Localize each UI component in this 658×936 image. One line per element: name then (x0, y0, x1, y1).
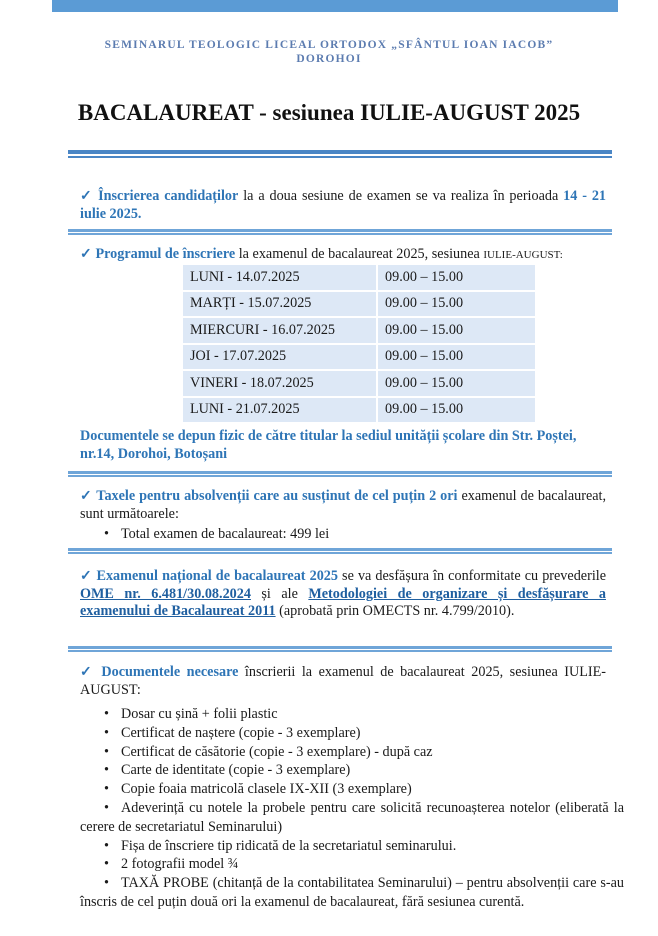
schedule-time: 09.00 – 15.00 (378, 292, 535, 319)
list-item: • Copie foaia matricolă clasele IX-XII (3 exemplare) (80, 780, 624, 799)
check-icon: ✓ (80, 488, 93, 504)
table-row (183, 371, 535, 398)
schedule-table (183, 265, 535, 424)
ome-link[interactable]: OME nr. 6.481/30.08.2024 (80, 585, 251, 602)
list-item: • Fișa de înscriere tip ridicată de la secretariatul seminarului. (80, 837, 624, 856)
divider (68, 471, 612, 477)
table-row (183, 292, 535, 319)
table-row (183, 318, 535, 345)
school-name (40, 38, 618, 66)
submission-note: Documentele se depun fizic de către titular la sediul unității școlare din Str. Poștei, nr.14, Dorohoi, Botoșani (80, 428, 577, 462)
list-item: • 2 fotografii model ¾ (80, 855, 624, 874)
check-icon: ✓ (80, 568, 93, 584)
documents-list (80, 705, 624, 912)
schedule-day: MARȚI - 15.07.2025 (183, 292, 378, 319)
list-item: • Certificat de naștere (copie - 3 exemplare) (80, 724, 624, 743)
table-row (183, 265, 535, 292)
list-item: • TAXĂ PROBE (chitanță de la contabilitatea Seminarului) – pentru absolvenții care s-au înscris de cel puțin două ori la examenul de bacalaureat, fără sesiunea curentă. (80, 874, 624, 912)
table-row (183, 398, 535, 425)
school-name-line: SEMINARUL TEOLOGIC LICEAL ORTODOX „SFÂNTUL IOAN IACOB” (104, 39, 554, 51)
top-accent-bar (52, 0, 618, 12)
schedule-time: 09.00 – 15.00 (378, 318, 535, 345)
schedule-intro: ✓ Programul de înscriere la examenul de bacalaureat 2025, sesiunea IULIE-AUGUST: (80, 246, 563, 262)
fees-section: ✓ Taxele pentru absolvenții care au susținut de cel puțin 2 ori examenul de bacalaureat, sunt următoarele: (80, 488, 607, 522)
divider (68, 150, 612, 158)
list-item: • Dosar cu șină + folii plastic (80, 705, 624, 724)
table-row (183, 345, 535, 372)
divider (68, 646, 612, 652)
schedule-time: 09.00 – 15.00 (378, 371, 535, 398)
divider (68, 548, 612, 554)
check-icon: ✓ (80, 246, 92, 262)
check-icon: ✓ (80, 188, 94, 204)
list-item: • Total examen de bacalaureat: 499 lei (80, 525, 606, 544)
schedule-time: 09.00 – 15.00 (378, 398, 535, 425)
school-city-line: DOROHOI (296, 53, 362, 65)
list-item: • Carte de identitate (copie - 3 exemplare) (80, 761, 624, 780)
divider (68, 229, 612, 235)
schedule-day: JOI - 17.07.2025 (183, 345, 378, 372)
schedule-time: 09.00 – 15.00 (378, 345, 535, 372)
methodology-link[interactable]: Metodologiei de organizare și desfășurare a examenului de Bacalaureat 2011 (80, 585, 606, 619)
schedule-day: MIERCURI - 16.07.2025 (183, 318, 378, 345)
schedule-day: VINERI - 18.07.2025 (183, 371, 378, 398)
documents-section: ✓ Documentele necesare înscrierii la examenul de bacalaureat 2025, sesiunea IULIE-AUGUST: (80, 664, 607, 698)
check-icon: ✓ (80, 664, 95, 680)
schedule-day: LUNI - 14.07.2025 (183, 265, 378, 292)
schedule-day: LUNI - 21.07.2025 (183, 398, 378, 425)
registration-period: ✓ Înscrierea candidaților la a doua sesiune de examen se va realiza în perioada 14 - 21 iulie 2025. (80, 188, 607, 222)
fees-list (80, 525, 606, 544)
list-item: • Adeverință cu notele la probele pentru care solicită recunoașterea notelor (eliberată la cerere de secretariatul Seminarului) (80, 799, 624, 837)
schedule-time: 09.00 – 15.00 (378, 265, 535, 292)
page-title: BACALAUREAT - sesiunea IULIE-AUGUST 2025 (77, 100, 581, 125)
list-item: • Certificat de căsătorie (copie - 3 exemplare) - după caz (80, 743, 624, 762)
regulations-section: ✓ Examenul național de bacalaureat 2025 se va desfășura în conformitate cu prevederile OME nr. 6.481/30.08.2024 și ale Metodologiei de organizare și desfășurare a examenului de Bacalaureat 2011 (aprobată prin OMECTS nr. 4.799/2010). (80, 568, 606, 619)
